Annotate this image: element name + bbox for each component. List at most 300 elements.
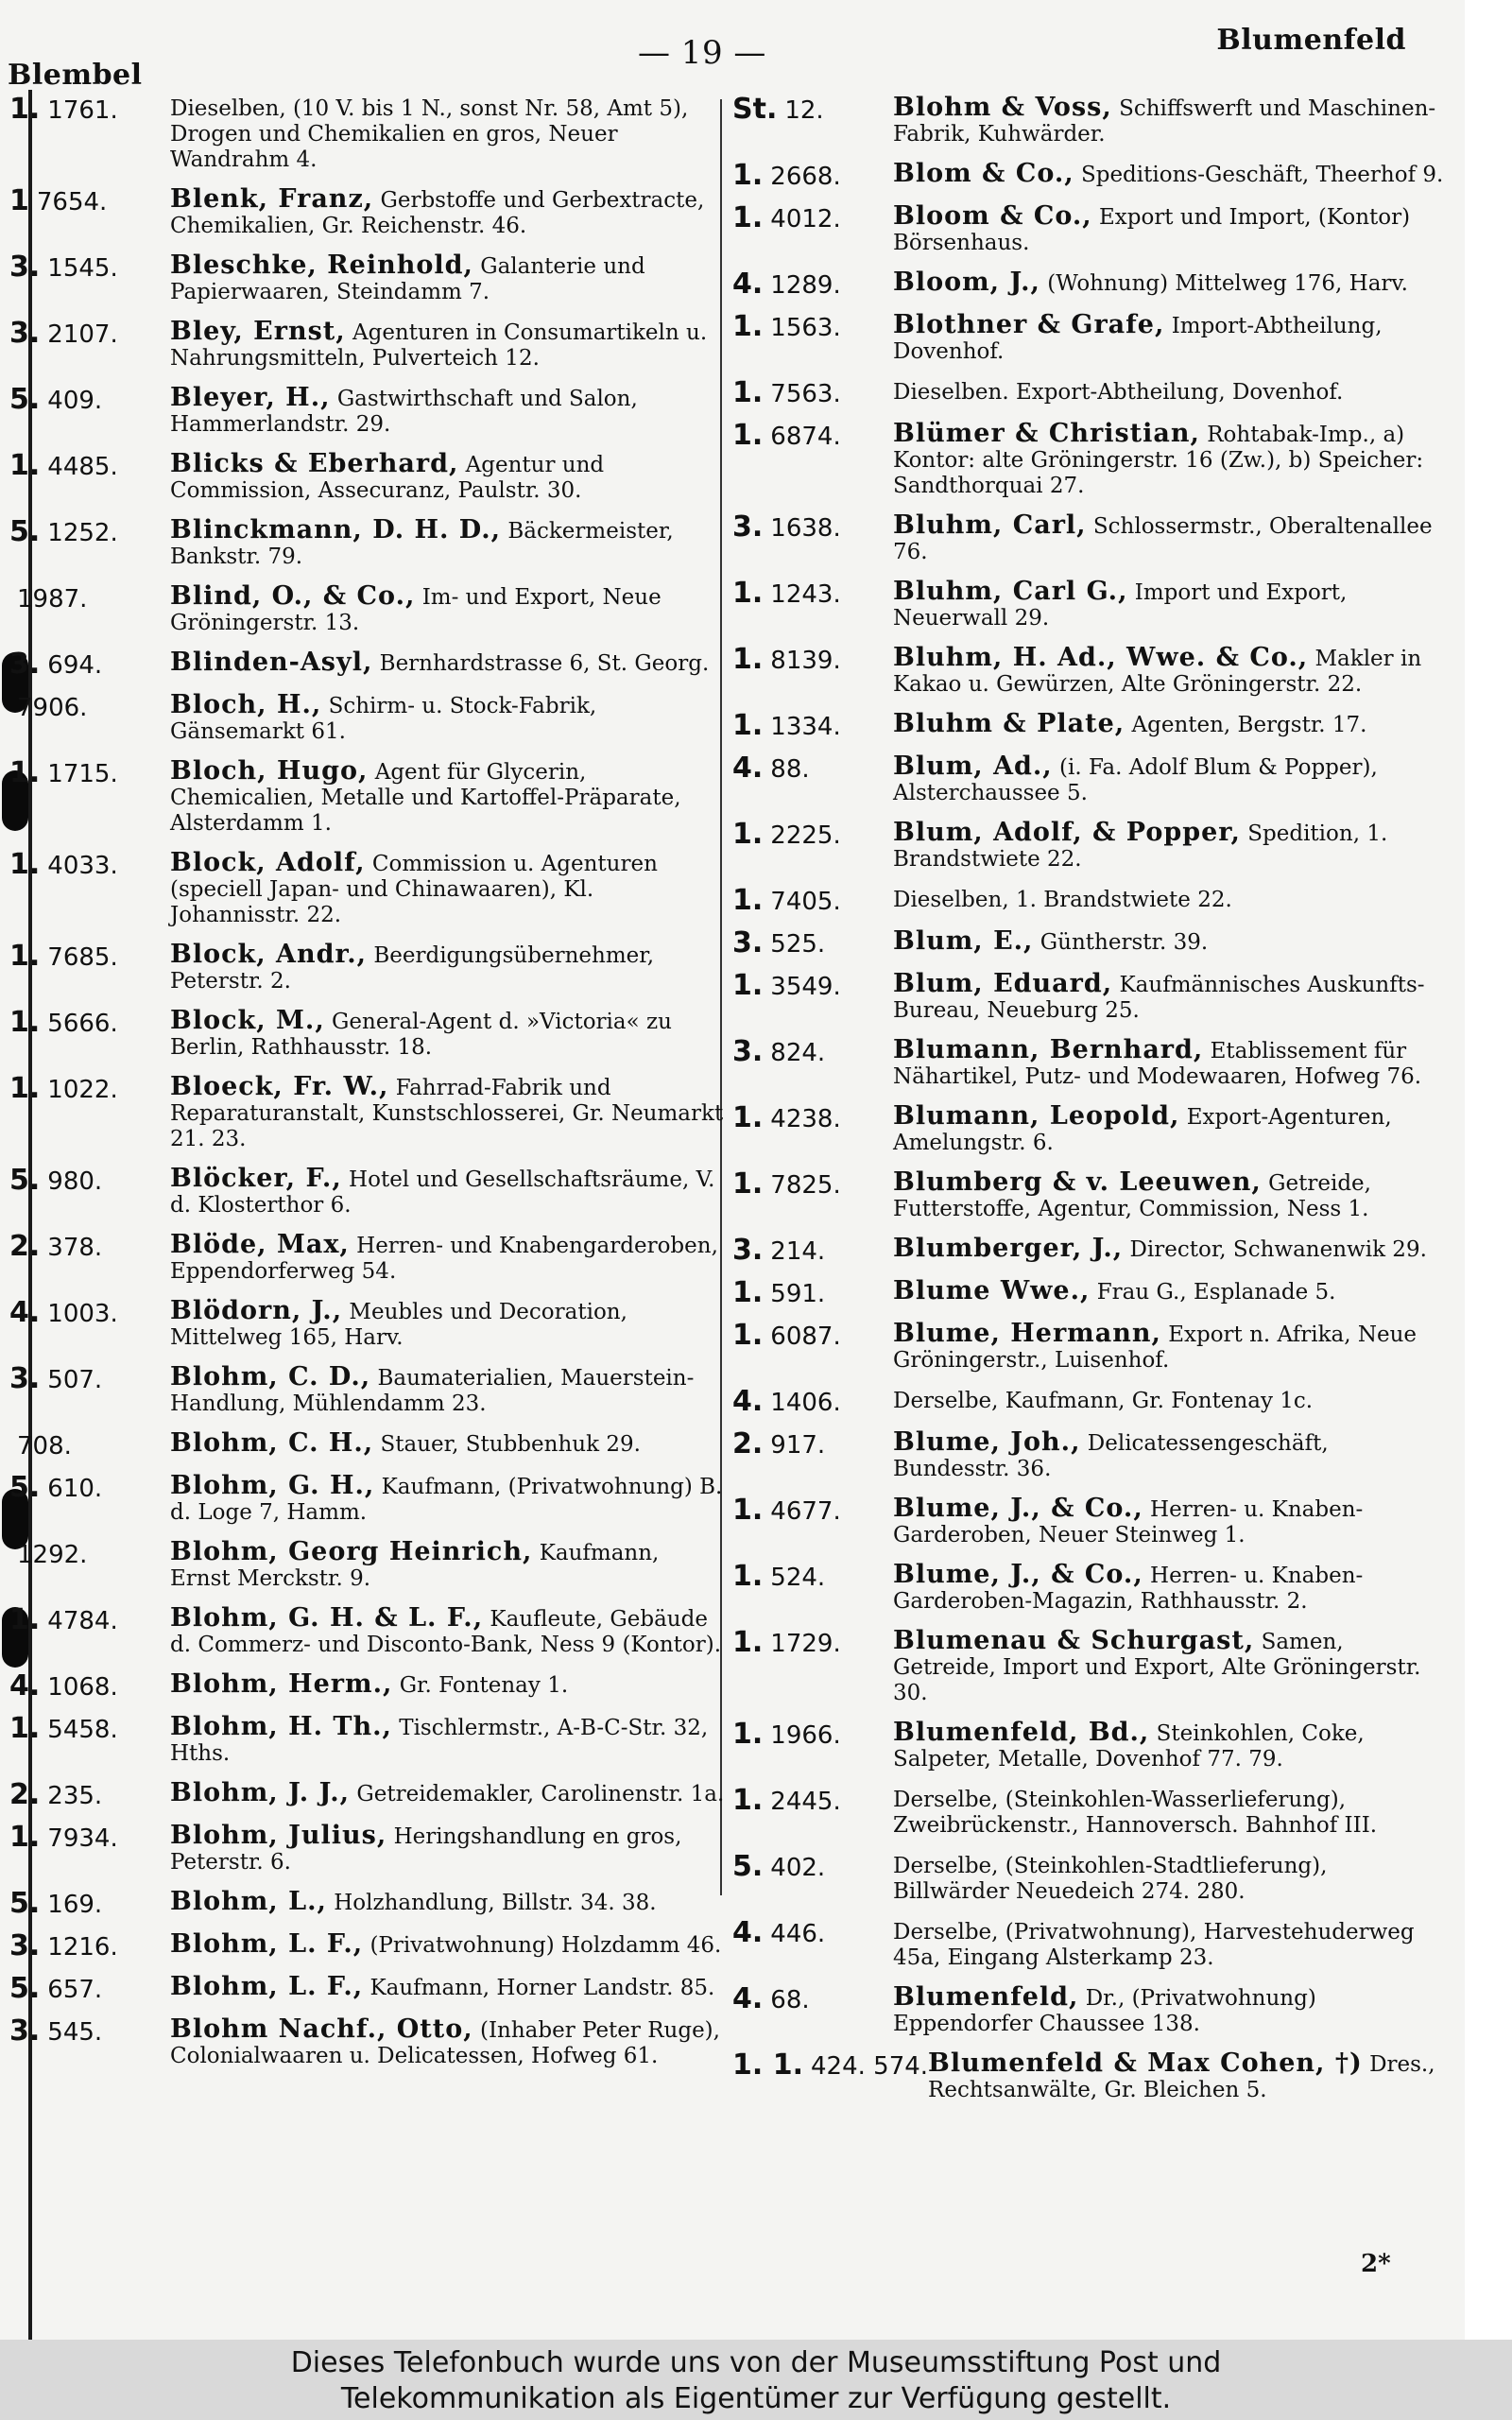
line-number: 7685. <box>47 943 118 972</box>
subscriber-details: Schirm- u. Stock-Fabrik, Gänsemarkt 61. <box>170 694 597 744</box>
entry-body <box>893 1236 1460 1263</box>
entry-body <box>170 1539 737 1592</box>
exchange-code: 1. <box>732 159 764 192</box>
line-number: 917. <box>770 1431 826 1460</box>
subscriber-details: Agent für Glycerin, Chemicalien, Metalle und Kartoffel-Präparate, Alsterdamm 1. <box>170 760 681 836</box>
subscriber-details: Bernhardstrasse 6, St. Georg. <box>379 651 710 676</box>
directory-entry <box>9 517 737 570</box>
subscriber-details: Export und Import, (Kontor) Börsenhaus. <box>893 205 1411 255</box>
subscriber-name: Blohm, L. F., <box>170 1929 364 1959</box>
entry-body <box>893 579 1460 631</box>
directory-entry <box>732 1918 1460 1971</box>
subscriber-details: Dres., Rechtsanwälte, Gr. Bleichen 5. <box>928 2052 1435 2102</box>
subscriber-name: Blohm, C. H., <box>170 1428 374 1458</box>
entry-body <box>893 1720 1460 1772</box>
line-number: 2445. <box>770 1788 841 1816</box>
phone-number <box>732 1852 893 1881</box>
entry-body <box>893 1429 1460 1482</box>
subscriber-name: Blume Wwe., <box>893 1276 1091 1305</box>
subscriber-details: (Wohnung) Mittelweg 176, Harv. <box>1047 271 1408 296</box>
line-number: 4677. <box>770 1497 841 1526</box>
subscriber-details: Derselbe, (Steinkohlen-Wasserlieferung), Zweibrückenstr., Hannoversch. Bahnhof III. <box>893 1788 1378 1838</box>
directory-entry <box>732 1628 1460 1706</box>
line-number: 1289. <box>770 271 841 300</box>
entry-body <box>893 1321 1460 1374</box>
subscriber-details: Tischlermstr., A-B-C-Str. 32, Hths. <box>170 1716 709 1766</box>
directory-entry <box>732 971 1460 1024</box>
subscriber-name: Blume, J., & Co., <box>893 1494 1143 1523</box>
exchange-code: 1. <box>9 1006 41 1039</box>
phone-number <box>9 1166 170 1195</box>
line-number: 1068. <box>47 1673 118 1702</box>
phone-number <box>732 95 893 124</box>
directory-entry <box>732 1278 1460 1307</box>
subscriber-details: Agenturen in Consumartikeln u. Nahrungsmitteln, Pulverteich 12. <box>170 320 708 371</box>
directory-entry <box>9 1974 737 2003</box>
subscriber-details: Güntherstr. 39. <box>1040 930 1209 955</box>
phone-number <box>732 1984 893 2014</box>
subscriber-name: Bloeck, Fr. W., <box>170 1072 389 1101</box>
line-number: 545. <box>47 2018 103 2047</box>
footer-line-2: Telekommunikation als Eigentümer zur Verfügung gestellt. <box>340 2382 1172 2415</box>
subscriber-name: Blumberg & v. Leeuwen, <box>893 1167 1262 1197</box>
exchange-code: 5. <box>9 1972 41 2005</box>
exchange-code: 4. <box>732 1982 764 2015</box>
directory-entry <box>732 753 1460 806</box>
exchange-code: 1. 1. <box>732 2048 803 2082</box>
exchange-code: 1 <box>9 184 29 217</box>
entry-body <box>893 886 1460 913</box>
directory-entry <box>9 1671 737 1701</box>
subscriber-name: Bleschke, Reinhold, <box>170 251 473 280</box>
directory-entry <box>732 579 1460 631</box>
subscriber-name: Blum, Eduard, <box>893 969 1113 998</box>
phone-number <box>732 1387 893 1416</box>
phone-number <box>9 385 170 414</box>
entry-body <box>170 252 737 305</box>
subscriber-name: Block, Andr., <box>170 940 368 969</box>
subscriber-details: Speditions-Geschäft, Theerhof 9. <box>1080 163 1444 187</box>
subscriber-name: Blum, E., <box>893 926 1034 956</box>
phone-number <box>732 820 893 849</box>
exchange-code: 1. <box>732 709 764 742</box>
exchange-code: 1. <box>9 1821 41 1854</box>
entry-body <box>170 1714 737 1767</box>
directory-entry <box>732 161 1460 190</box>
entry-body <box>893 1984 1460 2037</box>
line-number: 409. <box>47 387 103 415</box>
subscriber-name: Blumenfeld, Bd., <box>893 1718 1150 1747</box>
entry-body <box>170 1166 737 1219</box>
directory-entry <box>9 758 737 837</box>
line-number: 2225. <box>770 821 841 850</box>
phone-number <box>732 1169 893 1199</box>
entry-body <box>170 1671 737 1699</box>
subscriber-details: Herren- u. Knaben-Garderoben-Magazin, Rathhausstr. 2. <box>893 1564 1364 1614</box>
directory-entry <box>732 1169 1460 1222</box>
entry-body <box>170 1823 737 1876</box>
directory-entry <box>9 319 737 372</box>
phone-number <box>9 1539 170 1568</box>
line-number: 610. <box>47 1475 103 1503</box>
subscriber-details: Dieselben. Export-Abtheilung, Dovenhof. <box>893 380 1344 405</box>
directory-entry <box>9 1074 737 1152</box>
subscriber-details: Derselbe, Kaufmann, Gr. Fontenay 1c. <box>893 1389 1314 1413</box>
subscriber-details: Kaufmann, Ernst Merckstr. 9. <box>170 1541 660 1591</box>
phone-number <box>732 269 893 299</box>
entry-body <box>893 1562 1460 1615</box>
line-number: 657. <box>47 1976 103 2004</box>
subscriber-name: Blumenfeld & Max Cohen, †) <box>928 2048 1363 2078</box>
line-number: 2668. <box>770 163 841 191</box>
entry-body <box>893 269 1460 297</box>
exchange-code: 2. <box>9 1230 41 1263</box>
line-number: 1545. <box>47 254 118 283</box>
entry-body <box>170 1889 737 1916</box>
directory-entry <box>732 2050 1460 2103</box>
subscriber-name: Bley, Ernst, <box>170 317 346 346</box>
entry-body <box>170 1780 737 1807</box>
subscriber-details: Export n. Afrika, Neue Gröningerstr., Luisenhof. <box>893 1322 1418 1373</box>
entry-body <box>893 1918 1460 1971</box>
phone-number <box>732 928 893 958</box>
directory-entry <box>9 1166 737 1219</box>
footer-attribution <box>0 2340 1512 2420</box>
phone-number <box>732 1429 893 1459</box>
subscriber-details: Kaufmännisches Auskunfts-Bureau, Neueburg 25. <box>893 973 1425 1023</box>
line-number: 402. <box>770 1854 826 1882</box>
subscriber-details: Derselbe, (Privatwohnung), Harvestehuderweg 45a, Eingang Alsterkamp 23. <box>893 1920 1415 1970</box>
subscriber-details: Gastwirthschaft und Salon, Hammerlandstr. 29. <box>170 387 638 437</box>
directory-entry <box>732 269 1460 299</box>
entry-body <box>170 95 737 173</box>
header-left-keyword: Blembel <box>8 59 143 92</box>
directory-entry <box>732 95 1460 147</box>
subscriber-name: Blumenfeld, <box>893 1982 1079 2012</box>
entry-body <box>170 1430 737 1458</box>
phone-number <box>9 1823 170 1852</box>
exchange-code: 1. <box>9 93 41 126</box>
phone-number <box>9 451 170 480</box>
directory-entry <box>732 1037 1460 1090</box>
phone-number <box>732 1786 893 1815</box>
directory-entry <box>9 1008 737 1061</box>
subscriber-name: Blothner & Grafe, <box>893 310 1165 339</box>
directory-entry <box>732 820 1460 873</box>
subscriber-name: Blödorn, J., <box>170 1296 343 1325</box>
entry-body <box>893 1103 1460 1156</box>
phone-number <box>9 1780 170 1809</box>
exchange-code: 1. <box>732 1718 764 1751</box>
exchange-code: 4. <box>732 268 764 301</box>
phone-number <box>732 1103 893 1132</box>
phone-number <box>732 161 893 190</box>
exchange-code: 1. <box>9 1712 41 1745</box>
exchange-code: 1. <box>732 1626 764 1659</box>
directory-entry <box>732 1852 1460 1905</box>
exchange-code: 1. <box>732 310 764 343</box>
subscriber-details: (Inhaber Peter Ruge), Colonialwaaren u. Delicatessen, Hofweg 61. <box>170 2018 720 2068</box>
entry-body <box>893 161 1460 188</box>
subscriber-details: Bäckermeister, Bankstr. 79. <box>170 519 674 569</box>
line-number: 7654. <box>36 188 108 216</box>
line-number: 1022. <box>47 1076 118 1104</box>
exchange-code: 3. <box>9 1362 41 1395</box>
phone-number <box>9 1074 170 1103</box>
entry-body <box>170 692 737 745</box>
phone-number <box>732 886 893 915</box>
subscriber-name: Blohm & Voss, <box>893 93 1112 122</box>
line-number: 507. <box>47 1366 103 1394</box>
subscriber-name: Blumann, Leopold, <box>893 1101 1180 1131</box>
phone-number <box>9 1473 170 1502</box>
header-right-keyword: Blumenfeld <box>1216 24 1406 57</box>
line-number: 7405. <box>770 888 841 916</box>
directory-entry <box>732 886 1460 915</box>
phone-number <box>732 1278 893 1307</box>
exchange-code: 3. <box>732 510 764 544</box>
line-number: 591. <box>770 1280 826 1308</box>
phone-number <box>9 583 170 613</box>
directory-entry <box>732 1387 1460 1416</box>
line-number: 3549. <box>770 973 841 1001</box>
line-number: 1638. <box>770 514 841 543</box>
entry-body <box>893 645 1460 698</box>
directory-entry <box>9 1714 737 1767</box>
line-number: 1243. <box>770 580 841 609</box>
subscriber-details: Beerdigungsübernehmer, Peterstr. 2. <box>170 943 655 994</box>
exchange-code: 5. <box>9 1887 41 1920</box>
line-number: 5458. <box>47 1716 118 1744</box>
entry-body <box>893 1786 1460 1839</box>
right-column <box>732 95 1460 2117</box>
entry-body <box>893 1037 1460 1090</box>
phone-number <box>732 1037 893 1066</box>
subscriber-details: Baumaterialien, Mauerstein-Handlung, Mühlendamm 23. <box>170 1366 695 1416</box>
directory-entry <box>732 421 1460 499</box>
entry-body <box>170 1605 737 1658</box>
phone-number <box>732 579 893 608</box>
directory-entry <box>9 649 737 679</box>
exchange-code: 3. <box>9 2014 41 2048</box>
directory-entry <box>732 1103 1460 1156</box>
directory-entry <box>9 1823 737 1876</box>
subscriber-name: Bluhm, Carl G., <box>893 577 1128 606</box>
subscriber-name: Blume, J., & Co., <box>893 1560 1143 1589</box>
subscriber-name: Bleyer, H., <box>170 383 331 412</box>
exchange-code: 5. <box>9 1471 41 1504</box>
phone-number <box>9 252 170 282</box>
left-column <box>9 95 737 2083</box>
entry-body <box>170 1364 737 1417</box>
exchange-code: 4. <box>732 1916 764 1949</box>
entry-body <box>893 753 1460 806</box>
subscriber-details: Gerbstoffe und Gerbextracte, Chemikalien, Gr. Reichenstr. 46. <box>170 188 705 238</box>
subscriber-name: Bloom & Co., <box>893 201 1092 231</box>
exchange-code: 5. <box>732 1850 764 1883</box>
subscriber-details: Derselbe, (Steinkohlen-Stadtlieferung), Billwärder Neuedeich 274. 280. <box>893 1854 1328 1904</box>
entry-body <box>170 2016 737 2069</box>
line-number: 169. <box>47 1891 103 1919</box>
line-number: 446. <box>770 1920 826 1948</box>
directory-entry <box>9 2016 737 2069</box>
directory-entry <box>9 1889 737 1918</box>
phone-number <box>732 1918 893 1947</box>
phone-number <box>9 758 170 787</box>
subscriber-details: Samen, Getreide, Import und Export, Alte Gröningerstr. 30. <box>893 1630 1421 1705</box>
exchange-code: 4. <box>9 1669 41 1703</box>
exchange-code: 5. <box>9 383 41 416</box>
exchange-code: 1. <box>9 1603 41 1636</box>
line-number: 6087. <box>770 1322 841 1351</box>
phone-number <box>9 1974 170 2003</box>
directory-entry <box>9 1539 737 1592</box>
entry-body <box>170 583 737 636</box>
directory-entry <box>9 451 737 504</box>
exchange-code: 3. <box>9 648 41 681</box>
subscriber-name: Bluhm & Plate, <box>893 709 1125 738</box>
subscriber-details: Dieselben, 1. Brandstwiete 22. <box>893 888 1232 912</box>
line-number: 4012. <box>770 205 841 233</box>
directory-entry <box>732 1786 1460 1839</box>
exchange-code: 1. <box>732 1494 764 1527</box>
subscriber-name: Blöcker, F., <box>170 1164 342 1193</box>
line-number: 4784. <box>47 1607 118 1635</box>
directory-entry <box>9 1780 737 1809</box>
entry-body <box>170 186 737 239</box>
subscriber-name: Block, Adolf, <box>170 848 366 877</box>
subscriber-details: Kaufmann, (Privatwohnung) B. d. Loge 7, Hamm. <box>170 1475 723 1525</box>
entry-body <box>893 971 1460 1024</box>
directory-entry <box>732 1236 1460 1265</box>
subscriber-details: Heringshandlung en gros, Peterstr. 6. <box>170 1824 682 1875</box>
phone-number <box>732 971 893 1000</box>
phone-number <box>732 312 893 341</box>
line-number: 1987. <box>17 585 88 614</box>
subscriber-name: Blohm, L., <box>170 1887 327 1916</box>
exchange-code: 1. <box>9 449 41 482</box>
directory-entry <box>9 1605 737 1658</box>
phone-number <box>732 421 893 450</box>
subscriber-details: Holzhandlung, Billstr. 34. 38. <box>334 1891 657 1915</box>
exchange-code: 3. <box>732 1234 764 1267</box>
exchange-code: 1. <box>9 1072 41 1105</box>
subscriber-details: Fahrrad-Fabrik und Reparaturanstalt, Kunstschlosserei, Gr. Neumarkt 21. 23. <box>170 1076 724 1151</box>
line-number: 708. <box>17 1432 72 1461</box>
entry-body <box>893 512 1460 565</box>
subscriber-name: Blohm, Julius, <box>170 1821 387 1850</box>
line-number: 6874. <box>770 423 841 451</box>
subscriber-name: Blümer & Christian, <box>893 419 1200 448</box>
phone-number <box>9 95 170 124</box>
line-number: 4238. <box>770 1105 841 1133</box>
subscriber-name: Blohm, G. H., <box>170 1471 375 1500</box>
exchange-code: St. <box>732 93 778 126</box>
directory-entry <box>732 1720 1460 1772</box>
subscriber-name: Bluhm, Carl, <box>893 510 1087 540</box>
subscriber-details: Spedition, 1. Brandstwiete 22. <box>893 821 1388 872</box>
phone-number <box>9 319 170 348</box>
subscriber-details: Dieselben, (10 V. bis 1 N., sonst Nr. 58, Amt 5), Drogen und Chemikalien en gros, Neuer Wandrahm 4. <box>170 96 689 172</box>
phone-number <box>9 1889 170 1918</box>
entry-body <box>170 319 737 372</box>
directory-entry <box>9 1364 737 1417</box>
phone-number <box>732 1321 893 1350</box>
phone-number <box>732 1495 893 1525</box>
line-number: 524. <box>770 1564 826 1592</box>
line-number: 12. <box>784 96 824 125</box>
subscriber-name: Bloch, Hugo, <box>170 756 369 786</box>
subscriber-name: Blum, Adolf, & Popper, <box>893 818 1241 847</box>
phone-number <box>9 186 170 216</box>
entry-body <box>893 1852 1460 1905</box>
directory-entry <box>9 1232 737 1285</box>
line-number: 1252. <box>47 519 118 547</box>
entry-body <box>893 421 1460 499</box>
entry-body <box>170 850 737 928</box>
line-number: 235. <box>47 1782 103 1810</box>
subscriber-name: Blohm, C. D., <box>170 1362 371 1392</box>
phone-number <box>732 753 893 783</box>
exchange-code: 1. <box>732 1560 764 1593</box>
phone-number <box>732 1628 893 1657</box>
line-number: 5666. <box>47 1010 118 1038</box>
entry-body <box>170 1931 737 1959</box>
subscriber-name: Bluhm, H. Ad., Wwe. & Co., <box>893 643 1309 672</box>
phone-number <box>732 1236 893 1265</box>
line-number: 1406. <box>770 1389 841 1417</box>
exchange-code: 1. <box>732 1784 764 1817</box>
exchange-code: 2. <box>732 1427 764 1461</box>
line-number: 525. <box>770 930 826 959</box>
subscriber-details: Getreide, Futterstoffe, Agentur, Commission, Ness 1. <box>893 1171 1371 1221</box>
exchange-code: 4. <box>732 752 764 785</box>
line-number: 378. <box>47 1234 103 1262</box>
subscriber-name: Blume, Hermann, <box>893 1319 1161 1348</box>
directory-entry <box>732 203 1460 256</box>
phone-number <box>9 850 170 879</box>
entry-body <box>893 378 1460 406</box>
subscriber-name: Blohm, J. J., <box>170 1778 351 1807</box>
directory-entry <box>732 1321 1460 1374</box>
subscriber-name: Blum, Ad., <box>893 752 1053 781</box>
line-number: 980. <box>47 1167 103 1196</box>
subscriber-details: Herren- und Knabengarderoben, Eppendorferweg 54. <box>170 1234 718 1284</box>
subscriber-details: Schlossermstr., Oberaltenallee 76. <box>893 514 1433 564</box>
directory-entry <box>9 252 737 305</box>
phone-number <box>9 517 170 546</box>
directory-entry <box>9 1430 737 1460</box>
line-number: 1966. <box>770 1721 841 1750</box>
subscriber-name: Blumenau & Schurgast, <box>893 1626 1255 1655</box>
subscriber-details: Etablissement für Nähartikel, Putz- und Modewaaren, Hofweg 76. <box>893 1039 1422 1089</box>
phone-number <box>9 1714 170 1743</box>
entry-body <box>893 820 1460 873</box>
exchange-code: 1. <box>732 201 764 234</box>
phone-number <box>9 2016 170 2046</box>
entry-body <box>170 385 737 438</box>
entry-body <box>893 203 1460 256</box>
subscriber-details: Schiffswerft und Maschinen-Fabrik, Kuhwärder. <box>893 96 1436 147</box>
subscriber-details: Rohtabak-Imp., a) Kontor: alte Gröningerstr. 16 (Zw.), b) Speicher: Sandthorquai 27. <box>893 423 1424 498</box>
directory-entry <box>9 1298 737 1351</box>
directory-entry <box>9 942 737 994</box>
line-number: 214. <box>770 1237 826 1266</box>
phone-number <box>9 1671 170 1701</box>
phone-number <box>9 1430 170 1460</box>
exchange-code: 3. <box>9 317 41 350</box>
directory-entry <box>9 1931 737 1961</box>
